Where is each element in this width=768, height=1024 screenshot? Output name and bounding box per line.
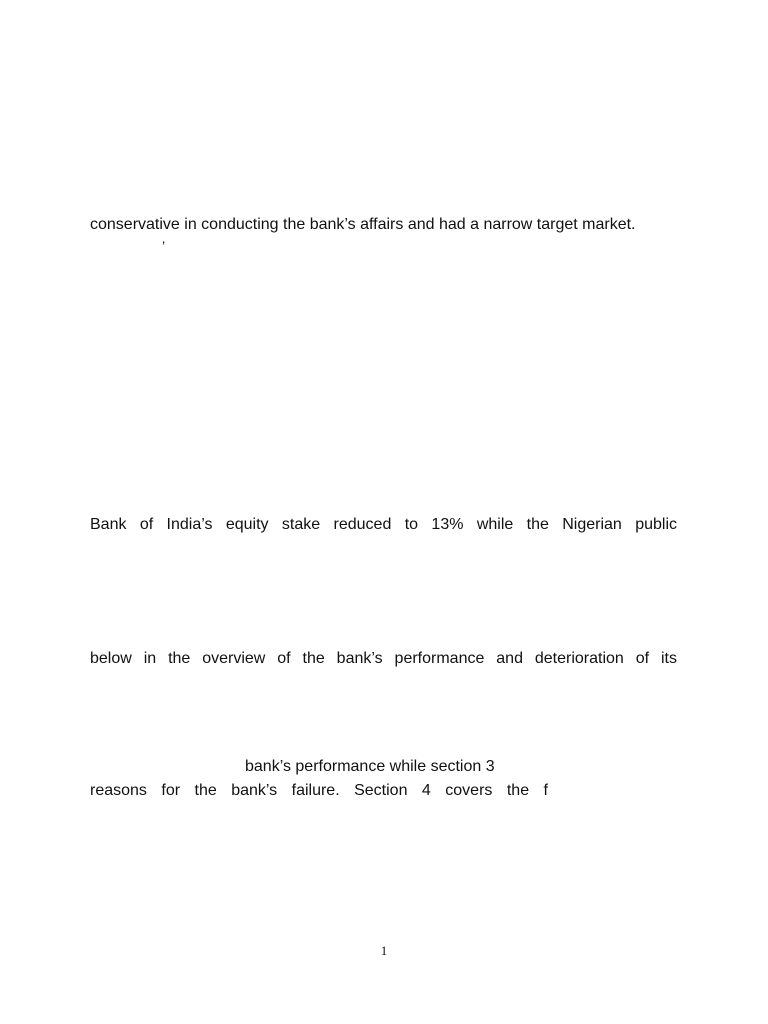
text-line-conservative: conservative in conducting the bank’s affairs and had a narrow target market.	[90, 216, 636, 233]
text-fragment-apostrophe: ’	[162, 238, 166, 254]
text-line-section-3: bank’s performance while section 3	[245, 758, 495, 775]
text-line-overview: below in the overview of the bank’s performance and deterioration of its	[90, 650, 677, 667]
page-number: 1	[380, 943, 388, 958]
text-line-equity-stake: Bank of India’s equity stake reduced to 13% while the Nigerian public	[90, 516, 677, 533]
text-line-section-4: reasons for the bank’s failure. Section 4 covers the f	[90, 782, 548, 799]
